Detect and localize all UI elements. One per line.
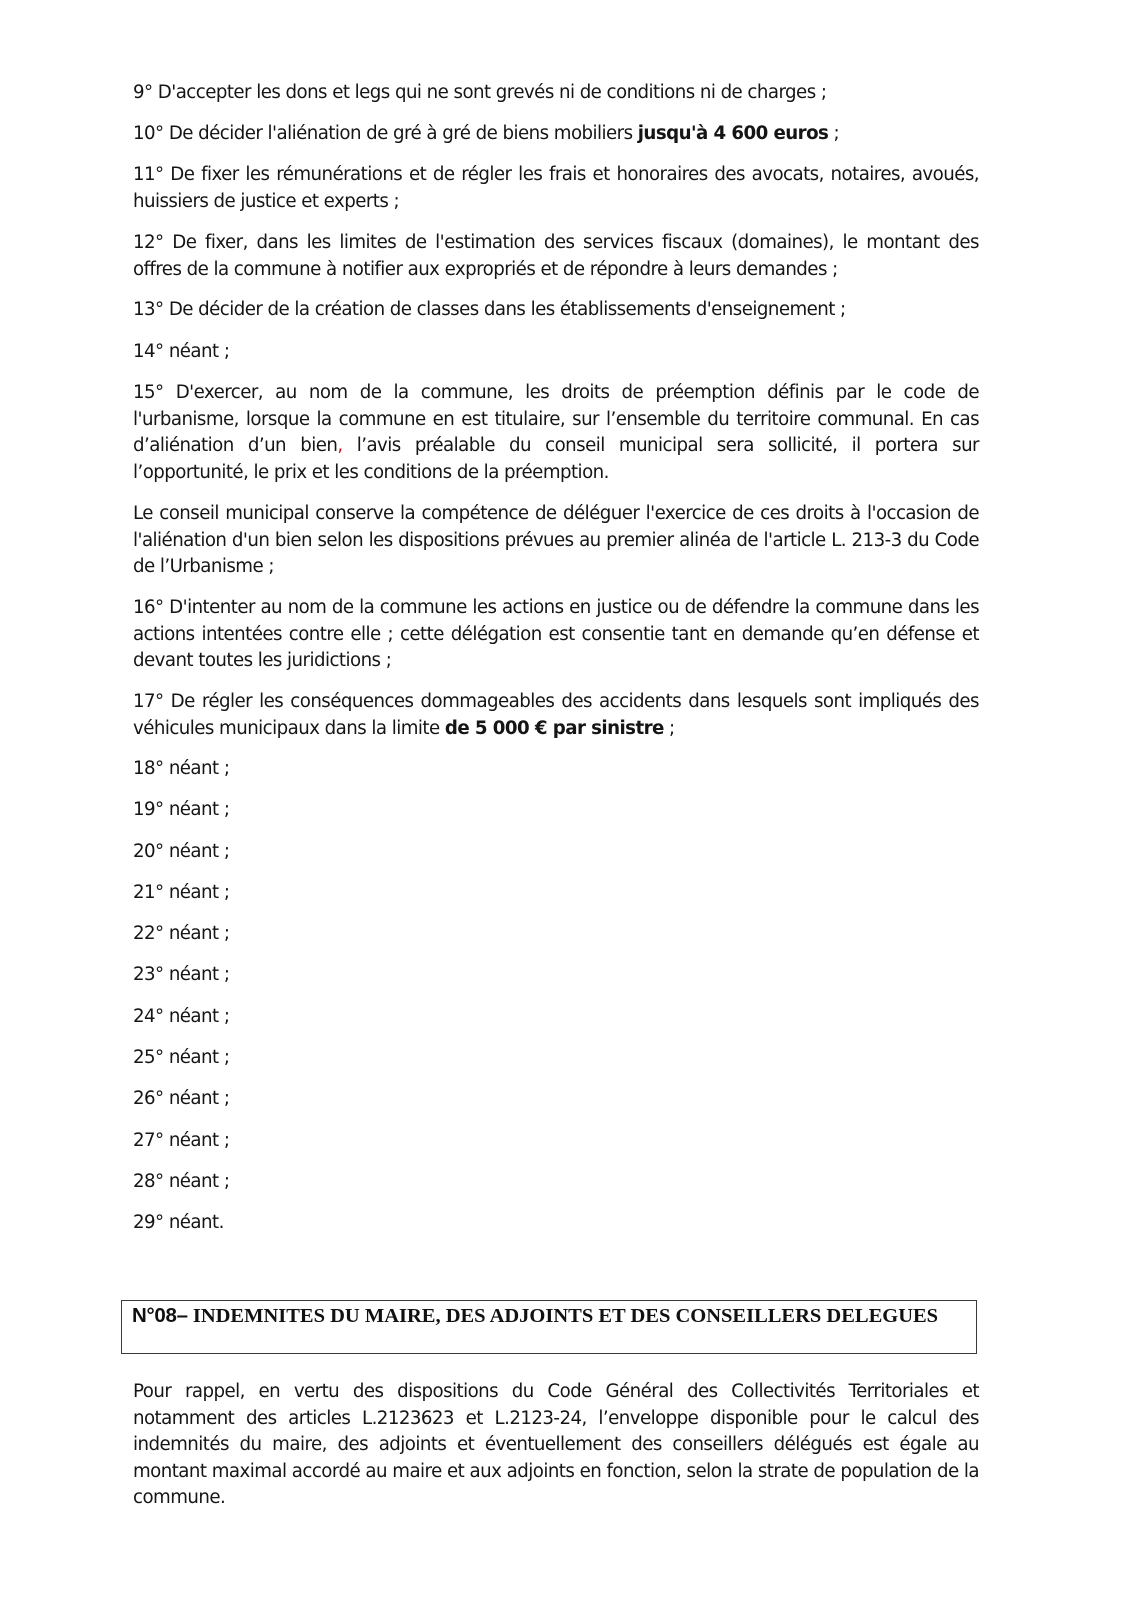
item-14: 14° néant ; (133, 341, 230, 362)
item-9: 9° D'accepter les dons et legs qui ne sont grevés ni de conditions ni de charges ; (133, 82, 827, 103)
item-16: 16° D'intenter au nom de la commune les actions en justice ou de défendre la commune dans les actions intentées contre elle ; cette délégation est consentie tant en demande qu’en défense et devant toutes les juridictions ; (133, 597, 979, 671)
item-15-text: 15° D'exercer, au nom de la commune, les droits de préemption définis par le code de l'urbanisme, lorsque la commune en est titulaire, sur l’ensemble du territoire communal. En cas d’aliénation d’un bien (133, 382, 979, 456)
item-17 (133, 689, 979, 742)
item-10-amount: jusqu'à 4 600 euros (637, 123, 829, 144)
item-26: 26° néant ; (133, 1088, 230, 1109)
item-10-text: 10° De décider l'aliénation de gré à gré de biens mobiliers (133, 123, 638, 144)
item-17-limit: de 5 000 € par sinistre (444, 717, 664, 739)
item-21: 21° néant ; (133, 882, 230, 903)
item-11: 11° De fixer les rémunérations et de régler les frais et honoraires des avocats, notaires, avoués, huissiers de justice et experts ; (133, 164, 979, 212)
section-title: INDEMNITES DU MAIRE, DES ADJOINTS ET DES CONSEILLERS DELEGUES (187, 1305, 939, 1327)
closing-paragraph: Pour rappel, en vertu des dispositions du Code Général des Collectivités Territoriales et notamment des articles L.2123623 et L.2123-24, l’enveloppe disponible pour le calcul des indemnités du maire, des adjoints et éventuellement des conseillers délégués est égale au montant maximal accordé au maire et aux adjoints en fonction, selon la strate de population de la commune. (133, 1381, 979, 1508)
item-29: 29° néant. (133, 1212, 224, 1233)
item-19: 19° néant ; (133, 799, 230, 820)
item-28: 28° néant ; (133, 1171, 230, 1192)
item-13: 13° De décider de la création de classes dans les établissements d'enseignement ; (133, 299, 846, 320)
item-15-suffix: l’avis préalable du conseil municipal sera sollicité, il portera sur l’opportunité, le prix et les conditions de la préemption. (133, 435, 979, 483)
section-heading (132, 1303, 968, 1329)
item-10-suffix: ; (828, 123, 840, 144)
item-25: 25° néant ; (133, 1047, 230, 1068)
item-17-suffix: ; (663, 717, 675, 739)
item-24: 24° néant ; (133, 1006, 230, 1027)
item-12: 12° De fixer, dans les limites de l'estimation des services fiscaux (domaines), le montant des offres de la commune à notifier aux expropriés et de répondre à leurs demandes ; (133, 232, 979, 280)
item-15 (133, 380, 979, 486)
item-15-note: Le conseil municipal conserve la compétence de déléguer l'exercice de ces droits à l'occasion de l'aliénation d'un bien selon les dispositions prévues au premier alinéa de l'article L. 213-3 du Code de l’Urbanisme ; (133, 503, 979, 577)
item-18: 18° néant ; (133, 758, 230, 779)
section-number: N°08– (132, 1304, 188, 1327)
item-15-red-comma: , (337, 435, 343, 456)
item-17-text: 17° De régler les conséquences dommageables des accidents dans lesquels sont impliqués des véhicules municipaux dans la limite (133, 691, 979, 739)
section-heading-box (121, 1300, 977, 1354)
item-20: 20° néant ; (133, 841, 230, 862)
item-10 (133, 121, 979, 148)
item-23: 23° néant ; (133, 964, 230, 985)
item-27: 27° néant ; (133, 1130, 230, 1151)
item-22: 22° néant ; (133, 923, 230, 944)
